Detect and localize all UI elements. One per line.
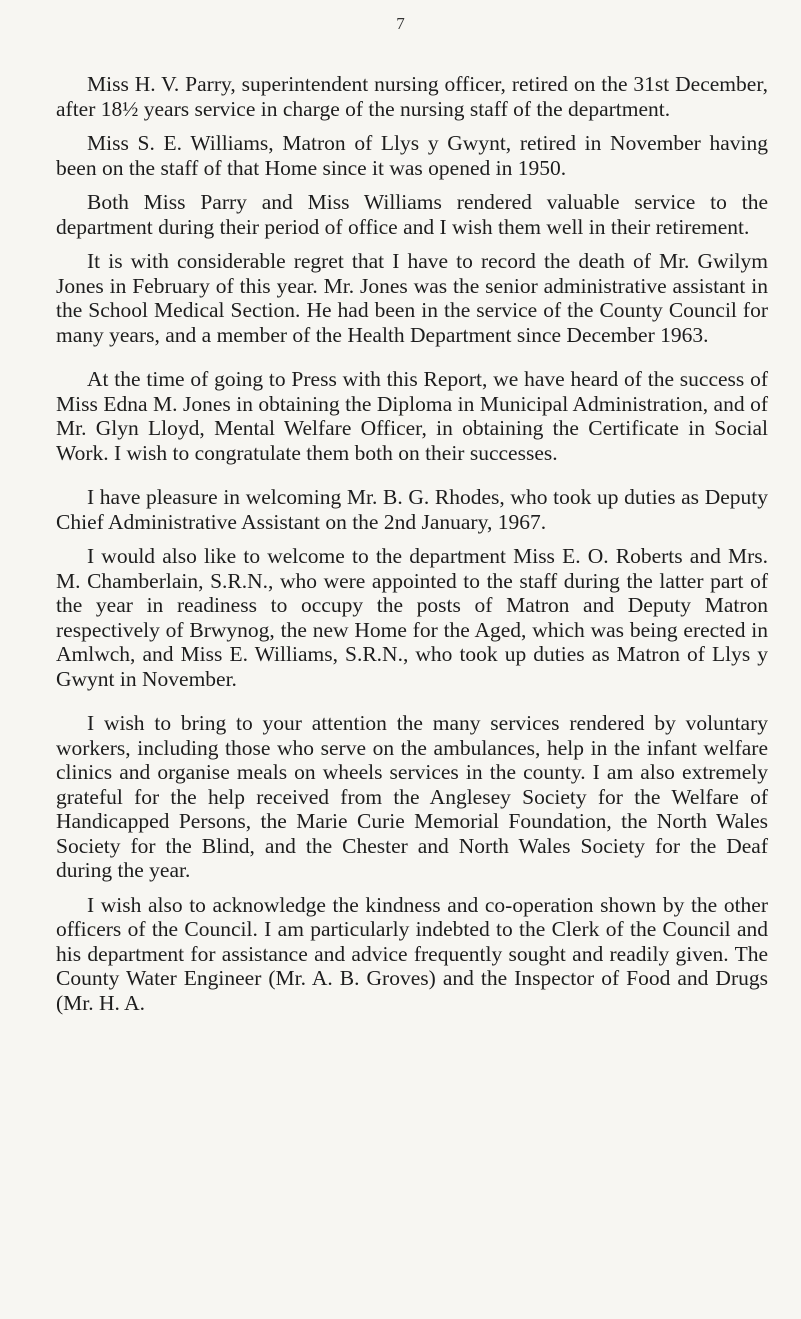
paragraph-qualifications-success: At the time of going to Press with this Report, we have heard of the success of Miss Edna M. Jones in obtaining the Diploma in Municipal Administration, and of Mr. Glyn Lloyd, Mental Welfare Officer, in obtaining the Certificate in Social Work. I wish to congratulate them both on their successes. xyxy=(56,367,768,465)
paragraph-parry-retirement: Miss H. V. Parry, superintendent nursing officer, retired on the 31st December, after 18½ years service in charge of the nursing staff of the department. xyxy=(56,72,768,121)
paragraph-voluntary-workers: I wish to bring to your attention the many services rendered by voluntary workers, including those who serve on the ambulances, help in the infant welfare clinics and organise meals on wheels services in the county. I am also extremely grateful for the help received from the Anglesey Society for the Welfare of Handicapped Persons, the Marie Curie Memorial Foundation, the North Wales Society for the Blind, and the Chester and North Wales Society for the Deaf during the year. xyxy=(56,711,768,882)
paragraph-retirement-wishes: Both Miss Parry and Miss Williams rendered valuable service to the department during their period of office and I wish them well in their retirement. xyxy=(56,190,768,239)
report-body xyxy=(56,72,768,1025)
page-number: 7 xyxy=(396,14,405,33)
paragraph-new-staff-welcome: I would also like to welcome to the department Miss E. O. Roberts and Mrs. M. Chamberlain, S.R.N., who were appointed to the staff during the latter part of the year in readiness to occupy the posts of Matron and Deputy Matron respectively of Brwynog, the new Home for the Aged, which was being erected in Amlwch, and Miss E. Williams, S.R.N., who took up duties as Matron of Llys y Gwynt in November. xyxy=(56,544,768,691)
paragraph-gwilym-jones-death: It is with considerable regret that I have to record the death of Mr. Gwilym Jones in February of this year. Mr. Jones was the senior administrative assistant in the School Medical Section. He had been in the service of the County Council for many years, and a member of the Health Department since December 1963. xyxy=(56,249,768,347)
paragraph-rhodes-welcome: I have pleasure in welcoming Mr. B. G. Rhodes, who took up duties as Deputy Chief Administrative Assistant on the 2nd January, 1967. xyxy=(56,485,768,534)
paragraph-williams-retirement: Miss S. E. Williams, Matron of Llys y Gwynt, retired in November having been on the staff of that Home since it was opened in 1950. xyxy=(56,131,768,180)
paragraph-acknowledgements: I wish also to acknowledge the kindness and co-operation shown by the other officers of the Council. I am particularly indebted to the Clerk of the Council and his department for assistance and advice frequently sought and readily given. The County Water Engineer (Mr. A. B. Groves) and the Inspector of Food and Drugs (Mr. H. A. xyxy=(56,892,768,1015)
